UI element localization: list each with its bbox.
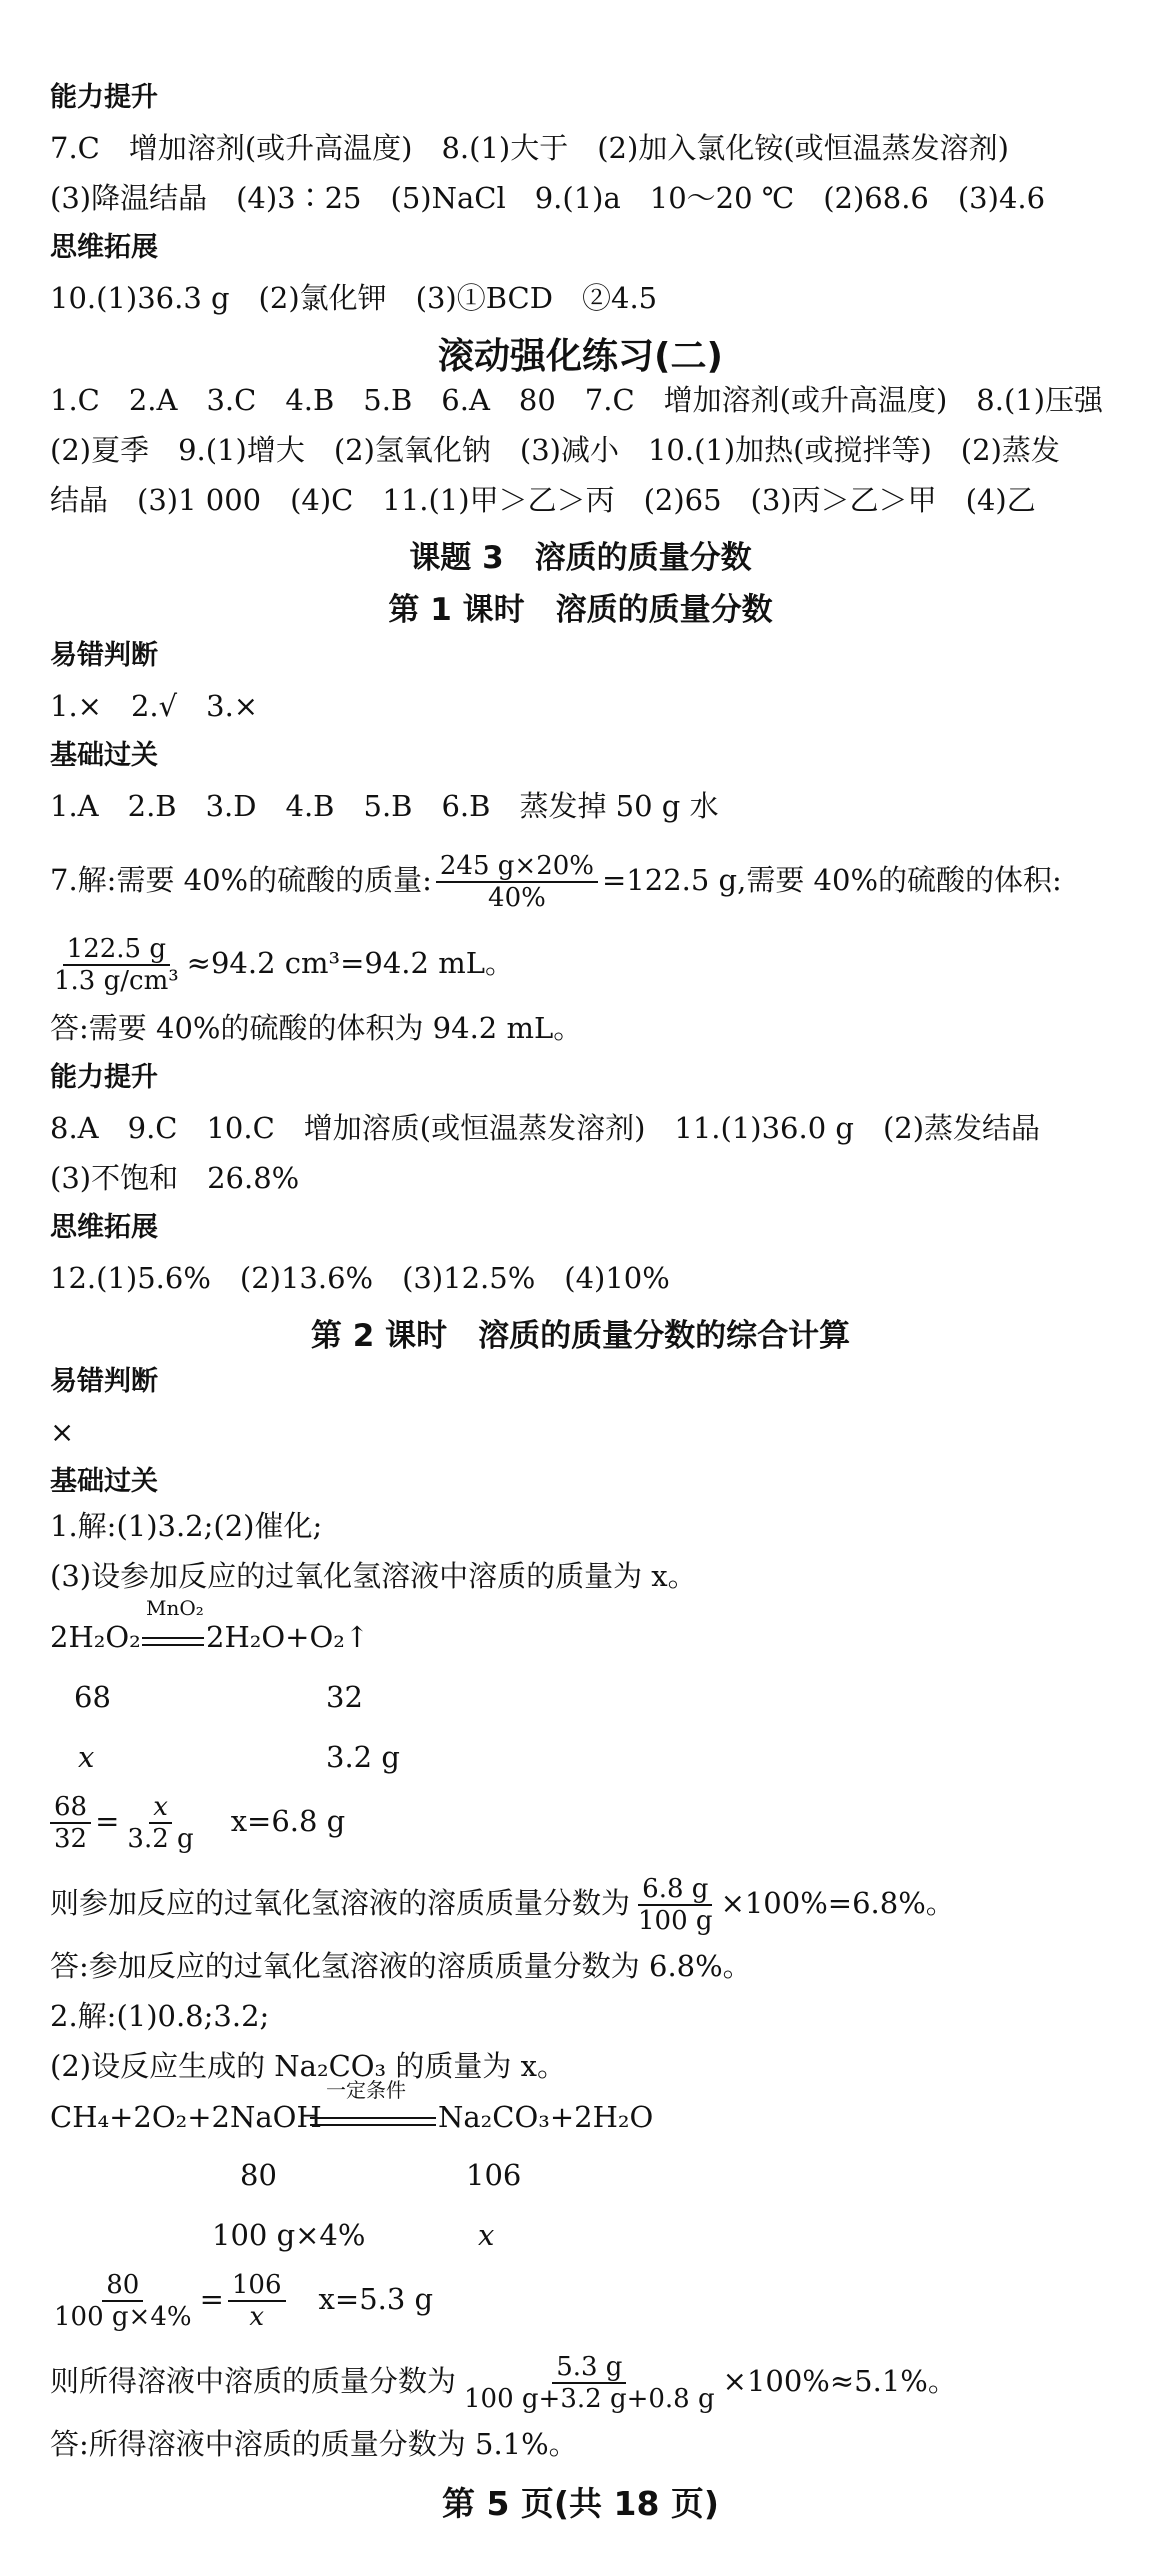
answer-statement: 答:参加反应的过氧化氢溶液的溶质质量分数为 6.8%。 [50, 1949, 752, 1983]
solution-text: 7.解:需要 40%的硫酸的质量: [50, 863, 432, 897]
solution-text: 则参加反应的过氧化氢溶液的溶质质量分数为 [50, 1886, 631, 1920]
molar-mass: 68 [74, 1680, 111, 1714]
fraction [50, 934, 183, 996]
fraction-numerator: 122.5 g [63, 934, 170, 966]
answer-line: 1.C 2.A 3.C 4.B 5.B 6.A 80 7.C 增加溶剂(或升高温度) 8.(1)压强 [50, 383, 1104, 417]
fraction-numerator: x [149, 1792, 172, 1824]
answer-line: (3)降温结晶 (4)3∶25 (5)NaCl 9.(1)a 10～20 ℃ (2)68.6 (3)4.6 [50, 181, 1046, 215]
reaction-condition: MnO₂ [146, 1596, 204, 1620]
answer-line: 8.A 9.C 10.C 增加溶质(或恒温蒸发溶剂) 11.(1)36.0 g (2)蒸发结晶 [50, 1111, 1041, 1145]
fraction-denominator: 40% [488, 883, 546, 913]
answer-line: 结晶 (3)1 000 (4)C 11.(1)甲＞乙＞丙 (2)65 (3)丙＞乙＞甲 (4)乙 [50, 483, 1036, 517]
section-heading: 思维拓展 [50, 232, 158, 263]
answer-line: 1.× 2.√ 3.× [50, 689, 259, 723]
section-heading: 思维拓展 [50, 1212, 158, 1243]
molar-mass: 106 [466, 2158, 522, 2192]
lesson-title: 第 1 课时 溶质的质量分数 [388, 592, 773, 628]
fraction [123, 1792, 197, 1854]
reaction-condition: 一定条件 [326, 2078, 406, 2102]
section-heading: 基础过关 [50, 1466, 158, 1497]
fraction-numerator: 106 [228, 2270, 286, 2302]
solution-line [50, 928, 514, 998]
fraction-numerator: 245 g×20% [436, 851, 598, 883]
fraction [50, 1792, 91, 1854]
section-heading: 易错判断 [50, 640, 158, 671]
solution-text: =122.5 g,需要 40%的硫酸的体积: [602, 863, 1062, 897]
solution-text: ×100%=6.8%。 [720, 1886, 955, 1920]
equation-products: 2H₂O+O₂↑ [206, 1620, 370, 1654]
fraction-denominator: 1.3 g/cm³ [54, 966, 179, 996]
answer-line: 10.(1)36.3 g (2)氯化钾 (3)①BCD ②4.5 [50, 281, 658, 315]
fraction-numerator: 5.3 g [552, 2352, 626, 2384]
molar-mass: 80 [240, 2158, 277, 2192]
fraction-numerator: 68 [50, 1792, 91, 1824]
fraction-denominator: 100 g×4% [54, 2302, 192, 2332]
answer-line: 1.A 2.B 3.D 4.B 5.B 6.B 蒸发掉 50 g 水 [50, 789, 719, 823]
solution-line [50, 1868, 955, 1938]
solution-line: 2.解:(1)0.8;3.2; [50, 1999, 270, 2033]
fraction [50, 2270, 196, 2332]
answer-line: × [50, 1415, 75, 1449]
solution-text: ×100%≈5.1%。 [722, 2364, 957, 2398]
known-mass: 3.2 g [326, 1740, 400, 1774]
result-text: x=5.3 g [318, 2282, 434, 2316]
fraction-denominator: 32 [54, 1824, 88, 1854]
fraction-denominator: x [249, 2302, 265, 2332]
ratio-line: $\frac{68}{32}$ = $\frac{x}{3.2 g}$ x=6.8 g [50, 1786, 345, 1856]
section-heading: 能力提升 [50, 1062, 158, 1093]
section-heading: 基础过关 [50, 740, 158, 771]
unknown-mass: x [78, 1740, 95, 1774]
solution-text: ≈94.2 cm³=94.2 mL。 [186, 946, 514, 980]
fraction [436, 851, 598, 913]
topic-title: 课题 3 溶质的质量分数 [409, 540, 752, 576]
answer-line: 7.C 增加溶剂(或升高温度) 8.(1)大于 (2)加入氯化铵(或恒温蒸发溶剂) [50, 131, 1009, 165]
solution-line: (2)设反应生成的 Na₂CO₃ 的质量为 x。 [50, 2049, 566, 2083]
fraction-denominator: 3.2 g [127, 1824, 194, 1854]
result-text: x=6.8 g [230, 1804, 346, 1838]
known-mass: 100 g×4% [212, 2218, 366, 2252]
lesson-title: 第 2 课时 溶质的质量分数的综合计算 [310, 1318, 851, 1354]
fraction-denominator: 100 g [638, 1906, 713, 1936]
unknown-mass: x [478, 2218, 495, 2252]
answer-statement: 答:所得溶液中溶质的质量分数为 5.1%。 [50, 2427, 578, 2461]
ratio-line: $\frac{80}{100 g\times 4\%}$ = $\frac{106}{x}$ x=5.3 g [50, 2264, 433, 2334]
solution-line: (3)设参加反应的过氧化氢溶液中溶质的质量为 x。 [50, 1559, 697, 1593]
reaction-equals-sign [310, 2117, 436, 2126]
section-title: 滚动强化练习(二) [438, 336, 723, 377]
equation-reactants: CH₄+2O₂+2NaOH [50, 2100, 322, 2134]
page-number: 第 5 页(共 18 页) [441, 2484, 719, 2523]
section-heading: 能力提升 [50, 82, 158, 113]
solution-line: 1.解:(1)3.2;(2)催化; [50, 1509, 323, 1543]
fraction-denominator: 100 g+3.2 g+0.8 g [464, 2384, 715, 2414]
answer-line: 12.(1)5.6% (2)13.6% (3)12.5% (4)10% [50, 1261, 670, 1295]
fraction [460, 2352, 719, 2414]
reaction-equals-sign [142, 1637, 204, 1646]
fraction-numerator: 6.8 g [638, 1874, 712, 1906]
equation-reactants: 2H₂O₂ [50, 1620, 141, 1654]
fraction [634, 1874, 717, 1936]
fraction-numerator: 80 [102, 2270, 143, 2302]
section-heading: 易错判断 [50, 1366, 158, 1397]
answer-line: (2)夏季 9.(1)增大 (2)氢氧化钠 (3)减小 10.(1)加热(或搅拌等) (2)蒸发 [50, 433, 1060, 467]
solution-line [50, 845, 1062, 915]
equation-products: Na₂CO₃+2H₂O [438, 2100, 654, 2134]
answer-line: (3)不饱和 26.8% [50, 1161, 300, 1195]
solution-line [50, 2346, 957, 2416]
molar-mass: 32 [326, 1680, 363, 1714]
solution-text: 则所得溶液中溶质的质量分数为 [50, 2364, 457, 2398]
answer-statement: 答:需要 40%的硫酸的体积为 94.2 mL。 [50, 1011, 583, 1045]
fraction [228, 2270, 286, 2332]
